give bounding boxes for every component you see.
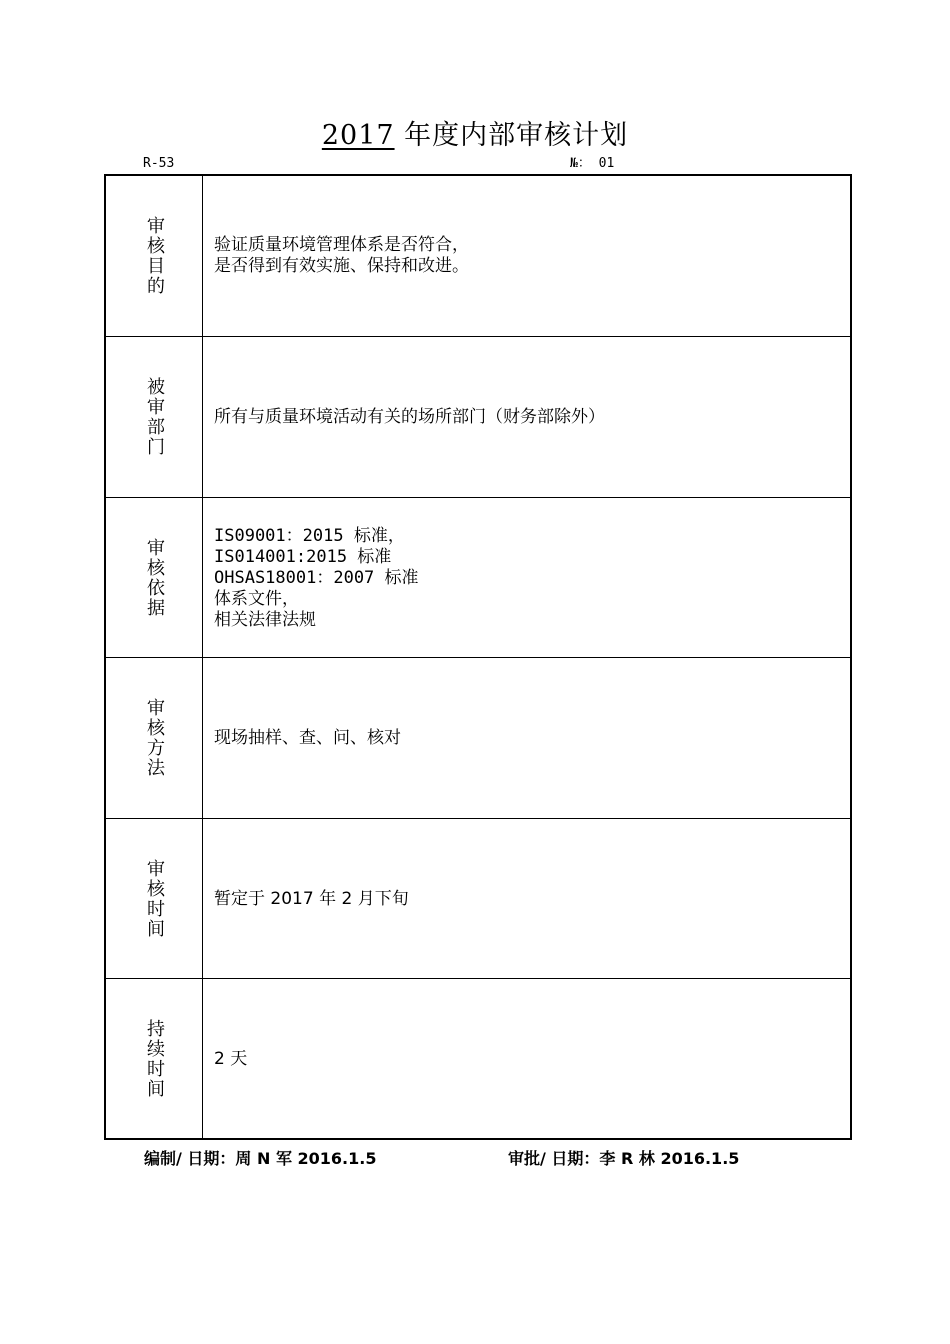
row-audit-purpose xyxy=(106,176,850,336)
title-text: 年度内部审核计划 xyxy=(404,120,629,151)
row-label: 持续时间 xyxy=(144,1019,165,1099)
row-label-cell xyxy=(106,498,203,658)
content-line: 所有与质量环境活动有关的场所部门（财务部除外） xyxy=(214,406,605,427)
audit-plan-table xyxy=(104,174,852,1140)
row-label-cell xyxy=(106,337,203,497)
row-duration xyxy=(106,978,850,1139)
row-audit-method xyxy=(106,657,850,818)
content-line: 是否得到有效实施、保持和改进。 xyxy=(214,256,469,276)
content-line: 现场抽样、查、问、核对 xyxy=(214,727,401,748)
content-line: IS09001：2015 标准， xyxy=(214,525,405,546)
content-line: OHSAS18001：2007 标准 xyxy=(214,567,419,588)
row-content xyxy=(214,658,838,818)
prepared-by: 编制/ 日期：周 N 军 2016.1.5 xyxy=(144,1149,377,1168)
row-label-cell xyxy=(106,979,203,1139)
row-label: 审核时间 xyxy=(144,859,165,939)
form-code: R-53 xyxy=(143,156,175,171)
content-line: 暂定于 2017 年 2 月下旬 xyxy=(214,888,409,909)
content-line: 体系文件， xyxy=(214,588,299,609)
approved-by: 审批/ 日期：李 R 林 2016.1.5 xyxy=(508,1149,740,1168)
form-number: №： 01 xyxy=(570,156,615,171)
row-label-cell xyxy=(106,176,203,336)
row-content xyxy=(214,979,838,1139)
row-label: 审核目的 xyxy=(144,216,165,296)
content-line: IS014001:2015 标准 xyxy=(214,546,392,567)
row-content xyxy=(214,337,838,497)
row-label-cell xyxy=(106,658,203,818)
row-label: 审核方法 xyxy=(144,698,165,778)
row-label-cell xyxy=(106,819,203,979)
row-content xyxy=(214,498,838,658)
row-label: 被审部门 xyxy=(144,377,165,457)
row-audited-departments xyxy=(106,336,850,497)
row-content xyxy=(214,819,838,979)
row-audit-basis xyxy=(106,497,850,658)
page-title xyxy=(0,118,950,154)
row-label: 审核依据 xyxy=(144,538,165,618)
row-audit-time xyxy=(106,818,850,979)
content-line: 2 天 xyxy=(214,1048,248,1069)
row-content xyxy=(214,176,838,336)
title-year: 2017 xyxy=(321,120,395,151)
content-line: 相关法律法规 xyxy=(214,609,316,630)
content-line: 验证质量环境管理体系是否符合， xyxy=(214,235,469,255)
